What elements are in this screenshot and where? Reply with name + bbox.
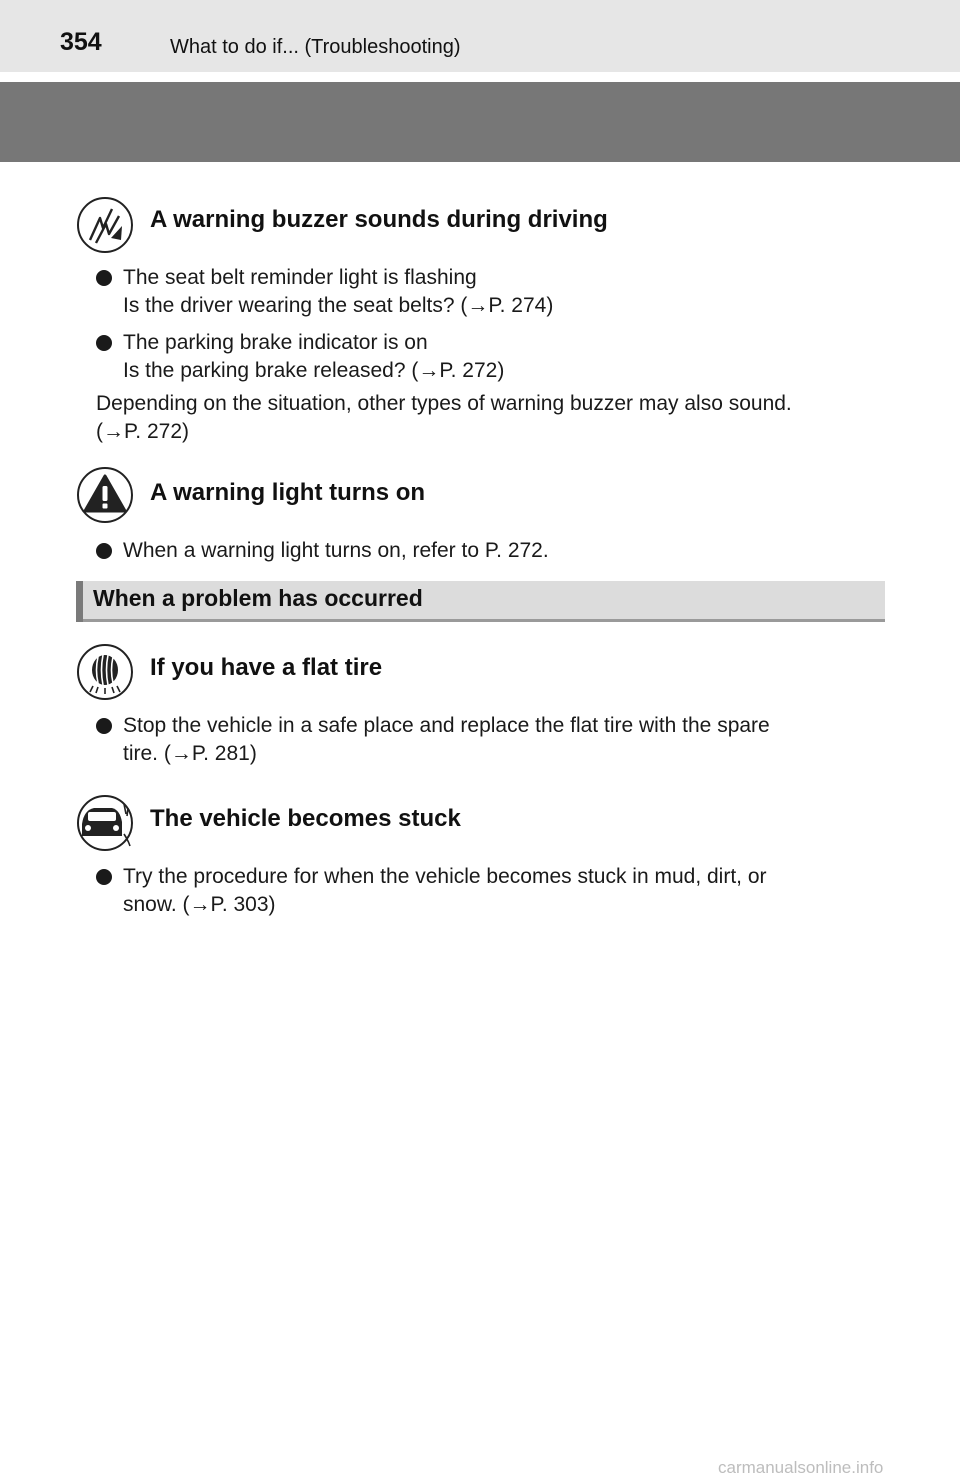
buzzer-heading: A warning buzzer sounds during driving [150,206,608,233]
flat-tire-heading: If you have a flat tire [150,654,383,681]
list-item [96,863,880,919]
list-item [96,712,880,768]
bullet-dot [96,270,112,286]
bullet-text: tire. (→P. 281) [123,742,257,765]
page-number: 354 [60,28,102,56]
chapter-title: What to do if... (Troubleshooting) [170,36,461,58]
bullet-subtext: Is the driver wearing the seat belts? (→P. 274) [123,294,554,317]
bullet-text: The seat belt reminder light is flashing [123,266,477,289]
watermark: carmanualsonline.info [718,1458,884,1477]
bullet-text: Stop the vehicle in a safe place and replace the flat tire with the spare [123,714,770,737]
bullet-dot [96,543,112,559]
bullet-text: The parking brake indicator is on [123,331,428,354]
bullet-dot [96,718,112,734]
bullet-dot [96,335,112,351]
warning-buzzer-icon [76,196,134,254]
header-band [0,82,960,162]
bullet-dot [96,869,112,885]
section-bar-accent [76,581,83,622]
section-bar [76,581,885,622]
section-title: When a problem has occurred [93,585,423,611]
list-item [96,329,880,385]
buzzer-note [96,390,880,446]
bullet-text: When a warning light turns on, refer to P. 272. [123,539,549,562]
warning-exclamation-icon [76,466,134,524]
bullet-text: Try the procedure for when the vehicle becomes stuck in mud, dirt, or [123,865,767,888]
list-item [96,537,880,565]
note-line: (→P. 272) [96,420,189,443]
warning-light-heading: A warning light turns on [150,479,426,506]
bullet-text: snow. (→P. 303) [123,893,276,916]
stuck-heading: The vehicle becomes stuck [150,805,461,832]
flat-tire-icon [76,643,134,701]
note-line: Depending on the situation, other types of warning buzzer may also sound. [96,392,792,415]
list-item [96,264,880,320]
bullet-subtext: Is the parking brake released? (→P. 272) [123,359,505,382]
page-header [0,0,960,72]
stuck-vehicle-icon [76,794,134,852]
